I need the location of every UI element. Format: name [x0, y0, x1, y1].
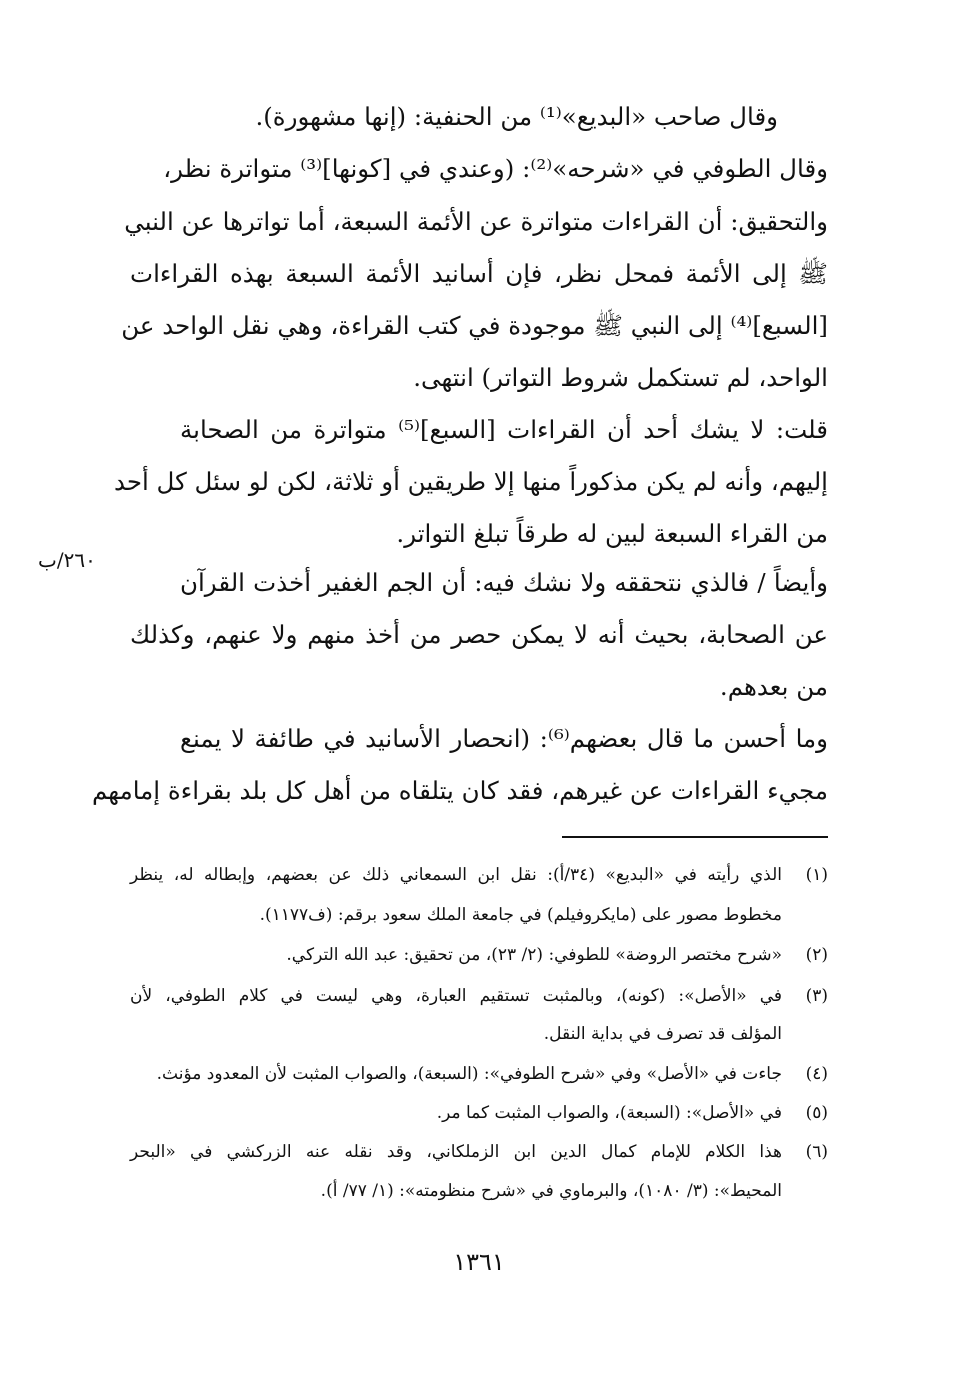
footnote-number: (٥) [805, 1103, 828, 1123]
footnote-number: (٣) [805, 986, 828, 1006]
footnote-separator [562, 836, 828, 838]
text-line: قلت: لا يشك أحد أن القراءات [السبع]⁽⁵⁾ متواترة من الصحابة [180, 415, 828, 444]
text-line: عن الصحابة، بحيث أنه لا يمكن حصر من أخذ منهم ولا عنهم، وكذلك [130, 620, 828, 649]
footnote-line: هذا الكلام للإمام كمال الدين ابن الزملكاني، وقد نقله عنه الزركشي في «البحر [130, 1142, 782, 1162]
text-line: وقال صاحب «البديع»⁽¹⁾ من الحنفية: (إنها مشهورة). [255, 102, 778, 131]
text-line: من القراء السبعة لبين له طرقاً تبلغ التواتر. [396, 519, 828, 548]
text-line: وما أحسن ما قال بعضهم⁽⁶⁾: (انحصار الأسانيد في طائفة لا يمنع [180, 724, 828, 753]
text-line: الواحد، لم تستكمل شروط التواتر) انتهى. [413, 363, 828, 392]
margin-folio-note: ٢٦٠/ب [38, 548, 96, 572]
text-line: وقال الطوفي في «شرحه»⁽²⁾: (وعندي في [كونها]⁽³⁾ متواترة نظر، [163, 154, 828, 183]
footnote-line: المؤلف قد تصرف في بداية النقل. [543, 1024, 782, 1044]
footnote-line: في «الأصل»: (كونه)، وبالمثبت تستقيم العبارة، وهي ليست في كلام الطوفي، لأن [130, 986, 782, 1006]
footnote-line: المحيط»: (٣/ ١٠٨٠)، والبرماوي في «شرح منظومته»: (١/ ٧٧/ أ). [320, 1181, 782, 1201]
footnote-line: مخطوط مصور على (مايكروفيلم) في جامعة الملك سعود برقم: (ف١١٧٧). [259, 905, 782, 925]
text-line: [السبع]⁽⁴⁾ إلى النبي ﷺ موجودة في كتب القراءة، وهي نقل الواحد عن [121, 311, 828, 340]
text-line: والتحقيق: أن القراءات متواترة عن الأئمة السبعة، أما تواترها عن النبي [124, 207, 828, 236]
footnote-line: جاءت في «الأصل» وفي «شرح الطوفي»: (السبعة)، والصواب المثبت لأن المعدود مؤنث. [156, 1064, 782, 1084]
footnote-number: (٢) [805, 945, 828, 965]
footnote-number: (١) [805, 865, 828, 885]
footnote-line: في «الأصل»: (السبعة)، والصواب المثبت كما مر. [436, 1103, 782, 1123]
text-line: مجيء القراءات عن غيرهم، فقد كان يتلقاه من أهل كل بلد بقراءة إمامهم [91, 776, 828, 805]
footnote-line: «شرح مختصر الروضة» للطوفي: (٢/ ٢٣)، من تحقيق: عبد الله التركي. [286, 945, 782, 965]
footnote-number: (٦) [805, 1142, 828, 1162]
footnote-number: (٤) [805, 1064, 828, 1084]
text-line: إليهم، وأنه لم يكن مذكوراً منها إلا طريقين أو ثلاثة، لكن لو سئل كل أحد [113, 467, 828, 496]
text-line: من بعدهم. [719, 672, 828, 701]
footnote-line: الذي رأيته في «البديع» (٣٤/أ): نقل ابن السمعاني ذلك عن بعضهم، وإبطاله له، ينظر [130, 865, 783, 885]
text-line: ﷺ إلى الأئمة فمحل نظر، فإن أسانيد الأئمة السبعة بهذه القراءات [130, 259, 828, 288]
text-line: وأيضاً / فالذي نتحققه ولا نشك فيه: أن الجم الغفير أخذت القرآن [180, 568, 828, 597]
page-number: ١٣٦١ [453, 1248, 505, 1276]
